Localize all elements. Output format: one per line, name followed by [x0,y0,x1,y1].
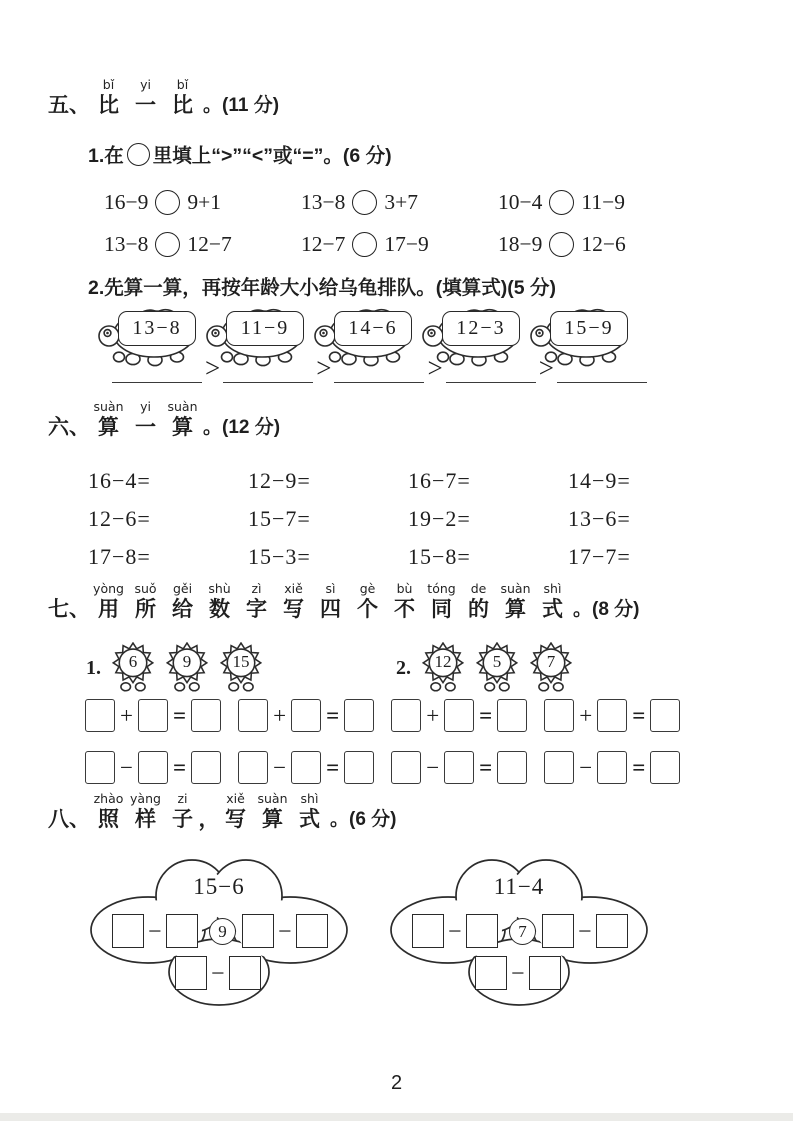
comparison-row-2 [104,232,651,257]
pinyin: suàn [257,791,288,806]
fill-circle-glyph [127,143,150,166]
answer-blank [446,380,536,383]
answer-box [85,699,115,732]
section-8-char [291,792,328,833]
hanzi: 比 [98,94,119,117]
sun-number-badge [476,642,524,694]
scan-edge-shadow [0,1113,793,1121]
left-expression: 18−9 [498,232,543,256]
minus-sign: − [579,755,593,780]
right-expression: 3+7 [384,190,419,214]
plus-sign: + [120,703,133,728]
section-7-char [460,582,497,623]
number-badge-group-2 [396,642,578,694]
answer-box [444,699,474,732]
hanzi: 照 [98,808,119,831]
hanzi: 给 [172,598,193,621]
section-7-marker: 七、 [48,598,90,622]
answer-box [597,699,627,732]
equals-sign: = [479,703,493,728]
pinyin: suàn [500,581,531,596]
hanzi: 用 [98,598,119,621]
pinyin: suǒ [134,581,157,596]
answer-box [412,914,444,948]
comparison-cell [104,190,257,215]
answer-blank [112,380,202,383]
pinyin: tóng [427,581,456,596]
equals-sign: = [172,755,187,780]
section-6-score: 。(12 分) [203,417,281,439]
comparison-circle [549,190,574,215]
minus-sign: − [578,919,592,945]
answer-box [166,914,198,948]
comparison-row-1 [104,190,651,215]
section-6-char [164,400,201,441]
pinyin: suàn [93,399,124,414]
equation-group [544,751,680,784]
section-5-char [164,78,201,119]
hanzi: 算 [98,416,119,439]
turtle-expression: 11−9 [226,311,304,346]
hanzi: 所 [135,598,156,621]
section-7-char [423,582,460,623]
answer-box [291,751,321,784]
equation-row-subtraction [85,751,680,784]
section-5-marker: 五、 [48,94,90,118]
equation-group [238,699,374,732]
answer-box [242,914,274,948]
equals-sign: = [326,755,340,780]
comparison-circle [352,190,377,215]
minus-sign: − [448,919,462,945]
equals-sign: = [326,703,340,728]
minus-sign: − [148,919,162,945]
hanzi: 子 [172,808,193,831]
plus-sign: + [273,703,287,728]
answer-blank [557,380,647,383]
answer-box [238,699,268,732]
pinyin: shù [208,581,231,596]
hanzi: 样 [135,808,156,831]
section-8-char [127,792,164,833]
sun-number-badge [220,642,268,694]
pinyin: gè [359,581,376,596]
section-8-char [254,792,291,833]
badge-number: 15 [232,652,250,671]
badge-number: 6 [128,652,138,671]
turtle-expression: 14−6 [334,311,412,346]
calc-problem: 17−8= [88,544,151,569]
minus-sign: − [278,919,292,945]
answer-box [544,699,574,732]
pinyin: xiě [284,581,303,596]
pinyin: gěi [172,581,193,596]
section-8-char [198,792,220,833]
comparison-cell [498,232,651,257]
minus-sign: − [120,755,133,780]
sun-number-badge [112,642,160,694]
comparison-circle [155,190,180,215]
section-8-header [48,792,397,833]
calc-problem: 16−7= [408,468,471,493]
left-expression: 13−8 [104,232,149,256]
right-expression: 12−6 [581,232,626,256]
hanzi: 算 [262,808,283,831]
minus-sign: − [511,961,525,987]
section-8-marker: 八、 [48,808,90,832]
calc-row-1 [88,468,698,494]
plus-sign: + [426,703,440,728]
badge-number: 7 [546,652,556,671]
center-number-circle: 7 [509,918,536,945]
answer-box [544,751,574,784]
section-7-char [275,582,312,623]
equation-group [544,699,680,732]
answer-box [391,699,421,732]
hanzi: 个 [357,598,378,621]
pinyin: zì [251,581,262,596]
answer-box [650,751,680,784]
pinyin: xiě [226,791,245,806]
equation-row-addition [85,699,680,732]
section-5-char [127,78,164,119]
answer-box [475,956,507,990]
turtle-expression: 12−3 [442,311,520,346]
calc-problem: 16−4= [88,468,151,493]
turtle-expression: 15−9 [550,311,628,346]
answer-box [597,751,627,784]
section-7-char [90,582,127,623]
hanzi: 的 [468,598,489,621]
comparison-cell [301,190,454,215]
calc-problem: 12−9= [248,468,311,493]
section-8-char [90,792,127,833]
hanzi: 一 [135,94,156,117]
left-expression: 12−7 [301,232,346,256]
hanzi: 式 [299,808,320,831]
answer-box [542,914,574,948]
equals-sign: = [479,755,493,780]
sun-number-badge [530,642,578,694]
hanzi: 一 [135,416,156,439]
sun-number-badge [422,642,470,694]
pinyin: shì [543,581,562,596]
equation-group [238,751,374,784]
answer-box [112,914,144,948]
calc-row-3 [88,544,698,570]
answer-box [85,751,115,784]
section-7-score: 。(8 分) [573,599,640,621]
pinyin: shì [300,791,319,806]
hanzi: 算 [172,416,193,439]
calc-problem: 17−7= [568,544,631,569]
greater-than-sign: > [316,353,332,383]
equation-group [85,751,221,784]
section-8-char [217,792,254,833]
hanzi: 不 [394,598,415,621]
comparison-circle [352,232,377,257]
calc-problem: 15−3= [248,544,311,569]
minus-sign: − [211,961,225,987]
question-5-2-label: 2.先算一算，再按年龄大小给乌龟排队。(填算式)(5 分) [88,277,557,299]
center-number-circle: 9 [209,918,236,945]
hanzi: 写 [225,808,246,831]
hanzi: 四 [320,598,341,621]
right-expression: 12−7 [187,232,232,256]
answer-box [191,699,221,732]
pinyin: zhào [93,791,124,806]
comparison-circle [549,232,574,257]
equation-group [391,699,527,732]
calc-problem: 19−2= [408,506,471,531]
page-number: 2 [390,1072,403,1094]
equation-group [85,699,221,732]
example-expression: 15−6 [193,874,245,899]
answer-box [344,699,374,732]
answer-box [497,699,527,732]
answer-box [296,914,328,948]
answer-box [191,751,221,784]
section-5-score: 。(11 分) [203,95,280,117]
hanzi: 字 [246,598,267,621]
example-expression: 11−4 [493,874,545,899]
section-7-char [349,582,386,623]
pinyin: zi [177,791,188,806]
answer-box [291,699,321,732]
pinyin: bǐ [176,77,189,92]
hanzi: 算 [505,598,526,621]
answer-box [344,751,374,784]
section-7-char [312,582,349,623]
badge-number: 12 [434,652,452,671]
answer-box [175,956,207,990]
equation-group [391,751,527,784]
badge-number: 5 [492,652,502,671]
pinyin: yàng [130,791,161,806]
minus-sign: − [273,755,287,780]
left-expression: 16−9 [104,190,149,214]
answer-box [529,956,561,990]
ordering-answer-line [112,353,647,383]
comparison-cell [104,232,257,257]
sun-number-badge [166,642,214,694]
section-5-header [48,78,279,119]
section-6-marker: 六、 [48,416,90,440]
question-5-1-suffix: 里填上“>”“<”或“=”。(6 分) [152,145,392,167]
section-8-score: 。(6 分) [330,809,397,831]
pinyin: sì [325,581,336,596]
answer-box [497,751,527,784]
question-5-1-label [88,140,392,168]
comparison-circle [155,232,180,257]
section-7-char [201,582,238,623]
answer-box [138,699,168,732]
answer-box [391,751,421,784]
section-7-char [386,582,423,623]
calc-problem: 12−6= [88,506,151,531]
section-7-header [48,582,640,623]
right-expression: 9+1 [187,190,222,214]
pinyin: yòng [93,581,124,596]
pinyin: yi [140,77,151,92]
section-6-header [48,400,280,441]
pinyin: suàn [167,399,198,414]
hanzi: 写 [283,598,304,621]
turtle-expression: 13−8 [118,311,196,346]
equals-sign: = [632,703,646,728]
greater-than-sign: > [205,353,221,383]
answer-box [138,751,168,784]
answer-box [229,956,261,990]
answer-blank [334,380,424,383]
pinyin: de [470,581,487,596]
number-badge-group-1 [86,642,268,694]
greater-than-sign: > [538,353,554,383]
answer-box [238,751,268,784]
section-7-char [497,582,534,623]
section-6-char [90,400,127,441]
answer-box [444,751,474,784]
equals-sign: = [172,703,187,728]
answer-box [466,914,498,948]
comparison-cell [498,190,651,215]
calc-problem: 15−8= [408,544,471,569]
hanzi: 数 [209,598,230,621]
right-expression: 17−9 [384,232,429,256]
comparison-cell [301,232,454,257]
answer-box [650,699,680,732]
calc-problem: 15−7= [248,506,311,531]
section-7-char [238,582,275,623]
question-5-1-prefix: 1.在 [88,145,124,167]
group-1-label: 1. [86,656,101,679]
hanzi: ， [198,808,220,831]
left-expression: 13−8 [301,190,346,214]
clover-diagram-1 [88,856,350,1008]
section-5-char [90,78,127,119]
badge-number: 9 [182,652,192,671]
section-8-char [164,792,201,833]
answer-box [596,914,628,948]
plus-sign: + [579,703,593,728]
calc-row-2 [88,506,698,532]
calc-problem: 14−9= [568,468,631,493]
hanzi: 同 [431,598,452,621]
section-7-char [164,582,201,623]
equals-sign: = [632,755,646,780]
group-2-label: 2. [396,656,411,679]
calc-problem: 13−6= [568,506,631,531]
pinyin: bǐ [102,77,115,92]
section-7-char [127,582,164,623]
pinyin: yi [140,399,151,414]
hanzi: 比 [172,94,193,117]
answer-blank [223,380,313,383]
clover-diagram-2 [388,856,650,1008]
section-7-char [534,582,571,623]
minus-sign: − [426,755,440,780]
left-expression: 10−4 [498,190,543,214]
greater-than-sign: > [427,353,443,383]
right-expression: 11−9 [581,190,625,214]
pinyin: bù [396,581,413,596]
hanzi: 式 [542,598,563,621]
section-6-char [127,400,164,441]
